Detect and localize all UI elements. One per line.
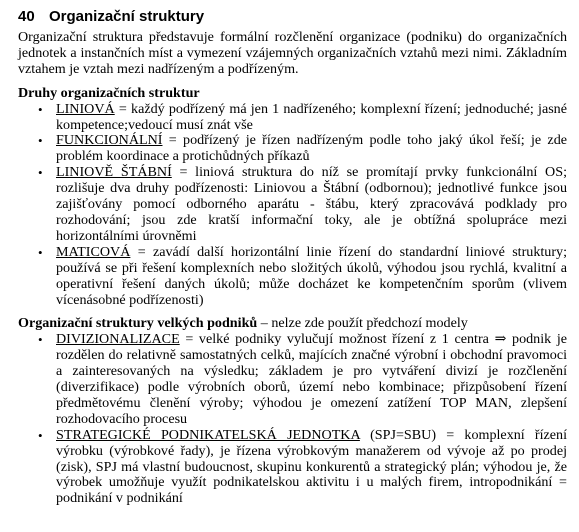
term-funkcionalni: FUNKCIONÁLNÍ xyxy=(56,132,163,149)
types-subheading xyxy=(18,86,567,102)
document-page xyxy=(18,6,567,507)
types-list xyxy=(18,102,567,309)
large-list xyxy=(18,332,567,507)
list-item-maticova xyxy=(18,245,567,309)
definition-liniove-stabni: = liniová struktura do níž se promítají prvky funkcionální OS; rozlišuje dva druhy podřízenosti: Liniovou a Štábní (odbornou); jednotlivé funkce jsou zajišťovány pomocí odborného aparátu - štábu, který zpracovává podklady pro rozhodování; jsou zde kratší informační toky, ale je obtížná spolupráce mezi horizontálními úrovněmi xyxy=(56,164,567,244)
definition-funkcionalni: = podřízený je řízen nadřízeným podle toho jaký úkol řeší; je zde problém koordinace a protichůdných příkazů xyxy=(56,132,567,165)
definition-spj: (SPJ=SBU) = komplexní řízení výrobku (výrobkové řady), je řízena výrobkovým manažerem od vývoje až po prodej (zisk), SPJ má vlastní budoucnost, skupinu konkurentů a strategický plán; výhodou je, že výrobek umožňuje využít podnikatelskou aktivitu i u malých firem, intropodnikání = podnikání v podnikání xyxy=(56,426,568,507)
bullet-icon: • xyxy=(38,101,43,117)
bullet-icon: • xyxy=(38,427,43,443)
section-number: 40 xyxy=(18,8,35,25)
types-heading: Druhy organizačních struktur xyxy=(18,84,200,101)
bullet-icon: • xyxy=(38,133,43,149)
bullet-icon: • xyxy=(38,244,43,260)
bullet-icon: • xyxy=(38,332,43,348)
list-item-funkcionalni xyxy=(18,133,567,165)
term-liniove-stabni: LINIOVĚ ŠTÁBNÍ xyxy=(56,164,172,181)
term-liniova: LINIOVÁ xyxy=(56,100,115,117)
section-heading xyxy=(18,6,567,28)
large-note: – nelze zde použít předchozí modely xyxy=(257,315,468,332)
bullet-icon: • xyxy=(38,165,43,181)
definition-maticova: = zavádí další horizontální linie řízení do standardní liniové struktury; používá se při řešení komplexních nebo složitých úkolů, výhodou jsou rychlá, kvalitní a operativní řešení daných úkolů; může docházet ke kompetenčním sporům (vlivem vícenásobné podřízenosti) xyxy=(56,243,567,308)
list-item-liniove-stabni xyxy=(18,165,567,245)
list-item-spj xyxy=(18,428,567,508)
definition-liniova: = každý podřízený má jen 1 nadřízeného; komplexní řízení; jednoduché; jasné kompetence;vedoucí musí znát vše xyxy=(56,100,567,133)
large-subheading xyxy=(18,316,567,332)
large-heading: Organizační struktury velkých podniků xyxy=(18,315,258,332)
intro-paragraph: Organizační struktura představuje formální rozčlenění organizace (podniku) do organizačních jednotek a instančních míst a vymezení vzájemných organizačních vztahů mezi nimi. Základním vztahem je vztah mezi nadřízeným a podřízeným. xyxy=(18,29,567,77)
list-item-liniova xyxy=(18,102,567,134)
term-maticova: MATICOVÁ xyxy=(56,243,131,260)
list-item-divizionalizace xyxy=(18,332,567,427)
term-spj: STRATEGICKÉ PODNIKATELSKÁ JEDNOTKA xyxy=(56,426,360,443)
definition-divizionalizace: = velké podniky vylučují možnost řízení z 1 centra ⇒ podnik je rozdělen do relativně samostatných celků, majících značné výrobní i obchodní pravomoci a zainteresovaných na výsledku; základem je pro vytváření divizí je rozčlenění (diverzifikace) podle výrobních oborů, území nebo kombinace; přizpůsobení řízení předmětovému členění výroby; výhodou je omezení zatížení TOP MAN, zlepšení rozhodovacího procesu xyxy=(56,331,567,427)
section-title: Organizační struktury xyxy=(49,8,205,25)
term-divizionalizace: DIVIZIONALIZACE xyxy=(56,331,180,348)
